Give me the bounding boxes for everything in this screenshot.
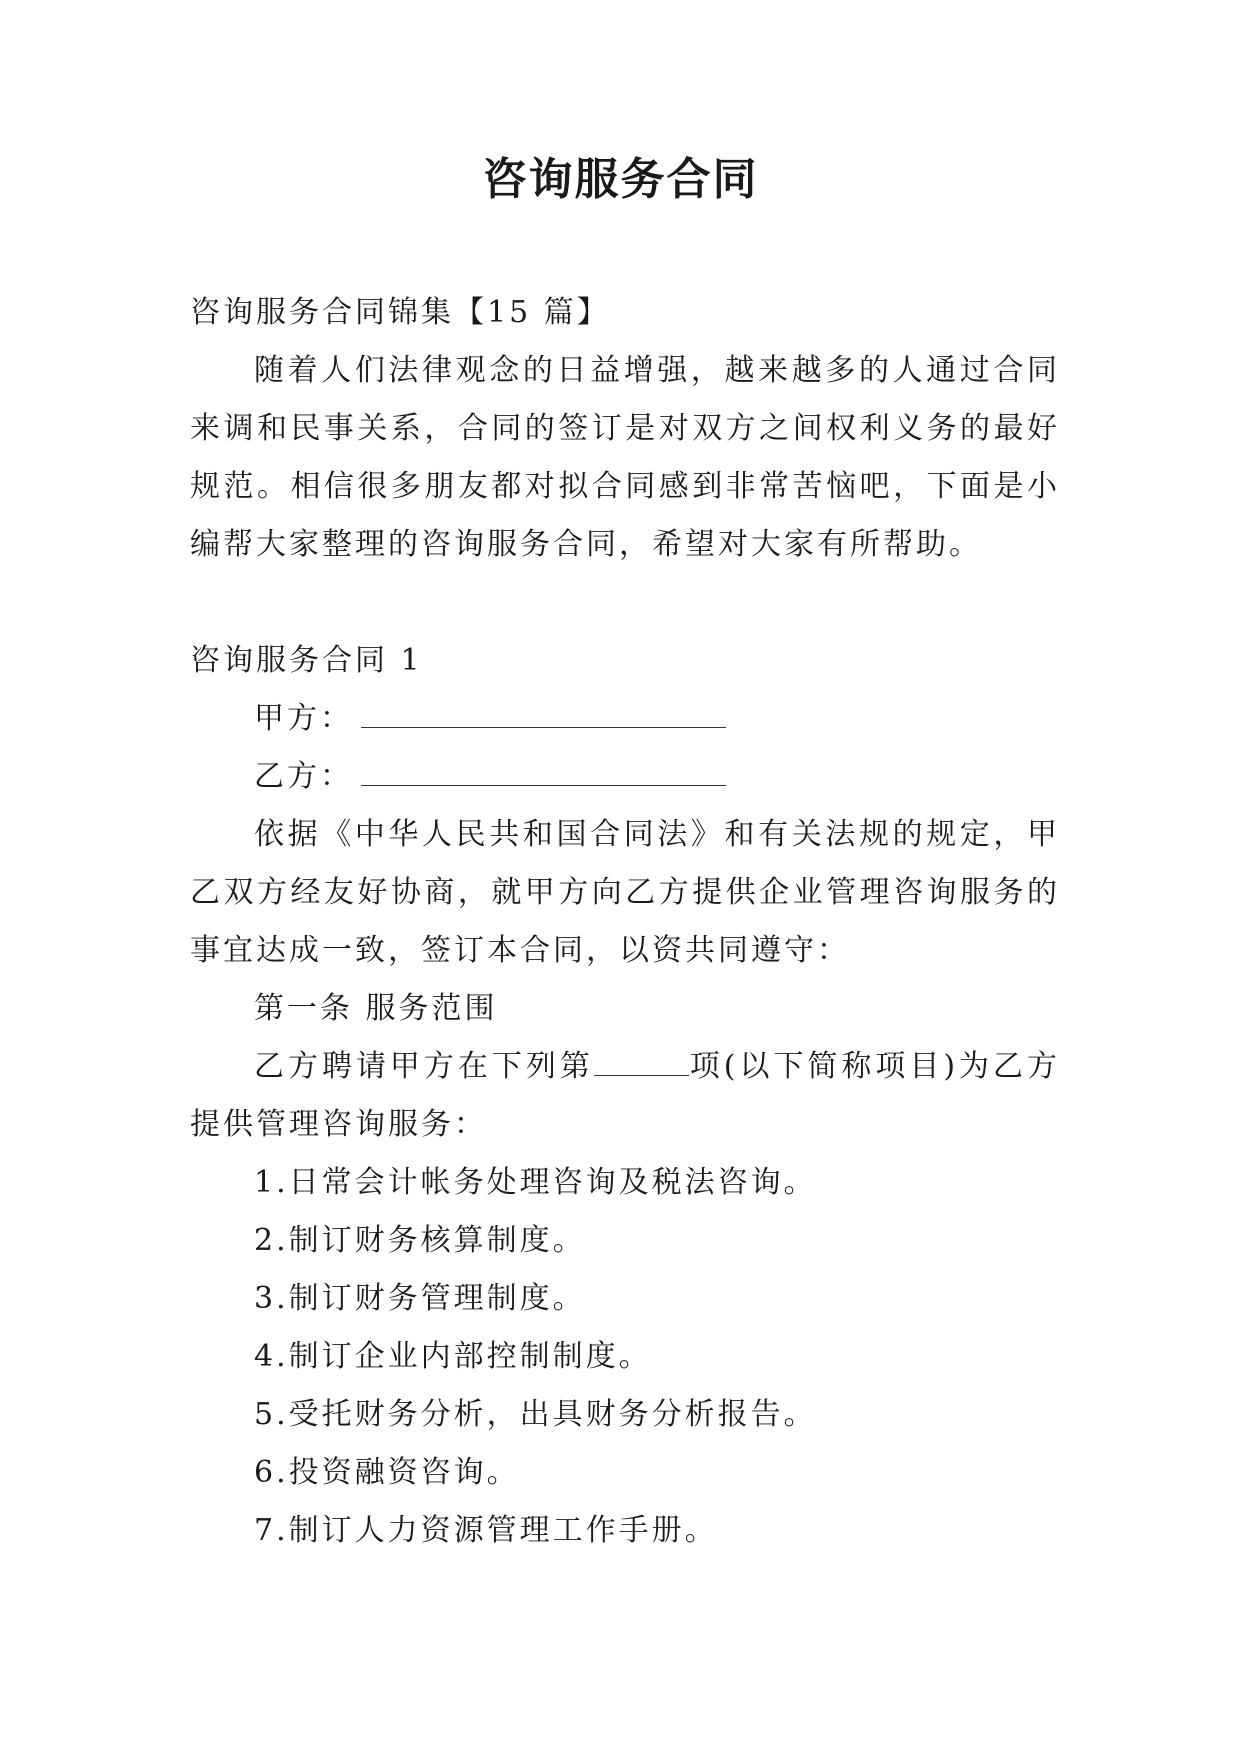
service-item: 1.日常会计帐务处理咨询及税法咨询。 (254, 1165, 817, 1200)
article-1-paragraph (190, 1038, 1060, 1154)
collection-subtitle: 咨询服务合同锦集【15 篇】 (190, 295, 610, 330)
party-b-row (190, 748, 1060, 806)
party-b-blank (361, 751, 726, 786)
article-1-heading: 第一条 服务范围 (254, 991, 498, 1026)
service-item: 7.制订人力资源管理工作手册。 (254, 1513, 718, 1548)
party-a-blank (361, 693, 726, 728)
document-body (190, 284, 1060, 1560)
service-item: 4.制订企业内部控制制度。 (254, 1339, 652, 1374)
intro-paragraph: 随着人们法律观念的日益增强，越来越多的人通过合同来调和民事关系，合同的签订是对双方之间权利义务的最好规范。相信很多朋友都对拟合同感到非常苦恼吧，下面是小编帮大家整理的咨询服务合同，希望对大家有所帮助。 (190, 353, 1060, 562)
preamble-paragraph: 依据《中华人民共和国合同法》和有关法规的规定，甲乙双方经友好协商，就甲方向乙方提供企业管理咨询服务的事宜达成一致，签订本合同，以资共同遵守： (190, 817, 1060, 968)
service-item: 2.制订财务核算制度。 (254, 1223, 586, 1258)
article-1-text-after: 项(以下简称项目)为乙方提供管理咨询服务： (190, 1049, 1060, 1142)
article-1-text-before: 乙方聘请甲方在下列第 (254, 1049, 594, 1084)
item-number-blank (594, 1041, 689, 1076)
service-item: 6.投资融资咨询。 (254, 1455, 520, 1490)
spacer (190, 574, 1060, 632)
service-item: 5.受托财务分析，出具财务分析报告。 (254, 1397, 817, 1432)
party-a-label: 甲方： (254, 701, 353, 736)
section-title: 咨询服务合同 1 (190, 643, 423, 678)
document-title: 咨询服务合同 (482, 154, 759, 205)
party-b-label: 乙方： (254, 759, 353, 794)
party-a-row (190, 690, 1060, 748)
service-item: 3.制订财务管理制度。 (254, 1281, 586, 1316)
